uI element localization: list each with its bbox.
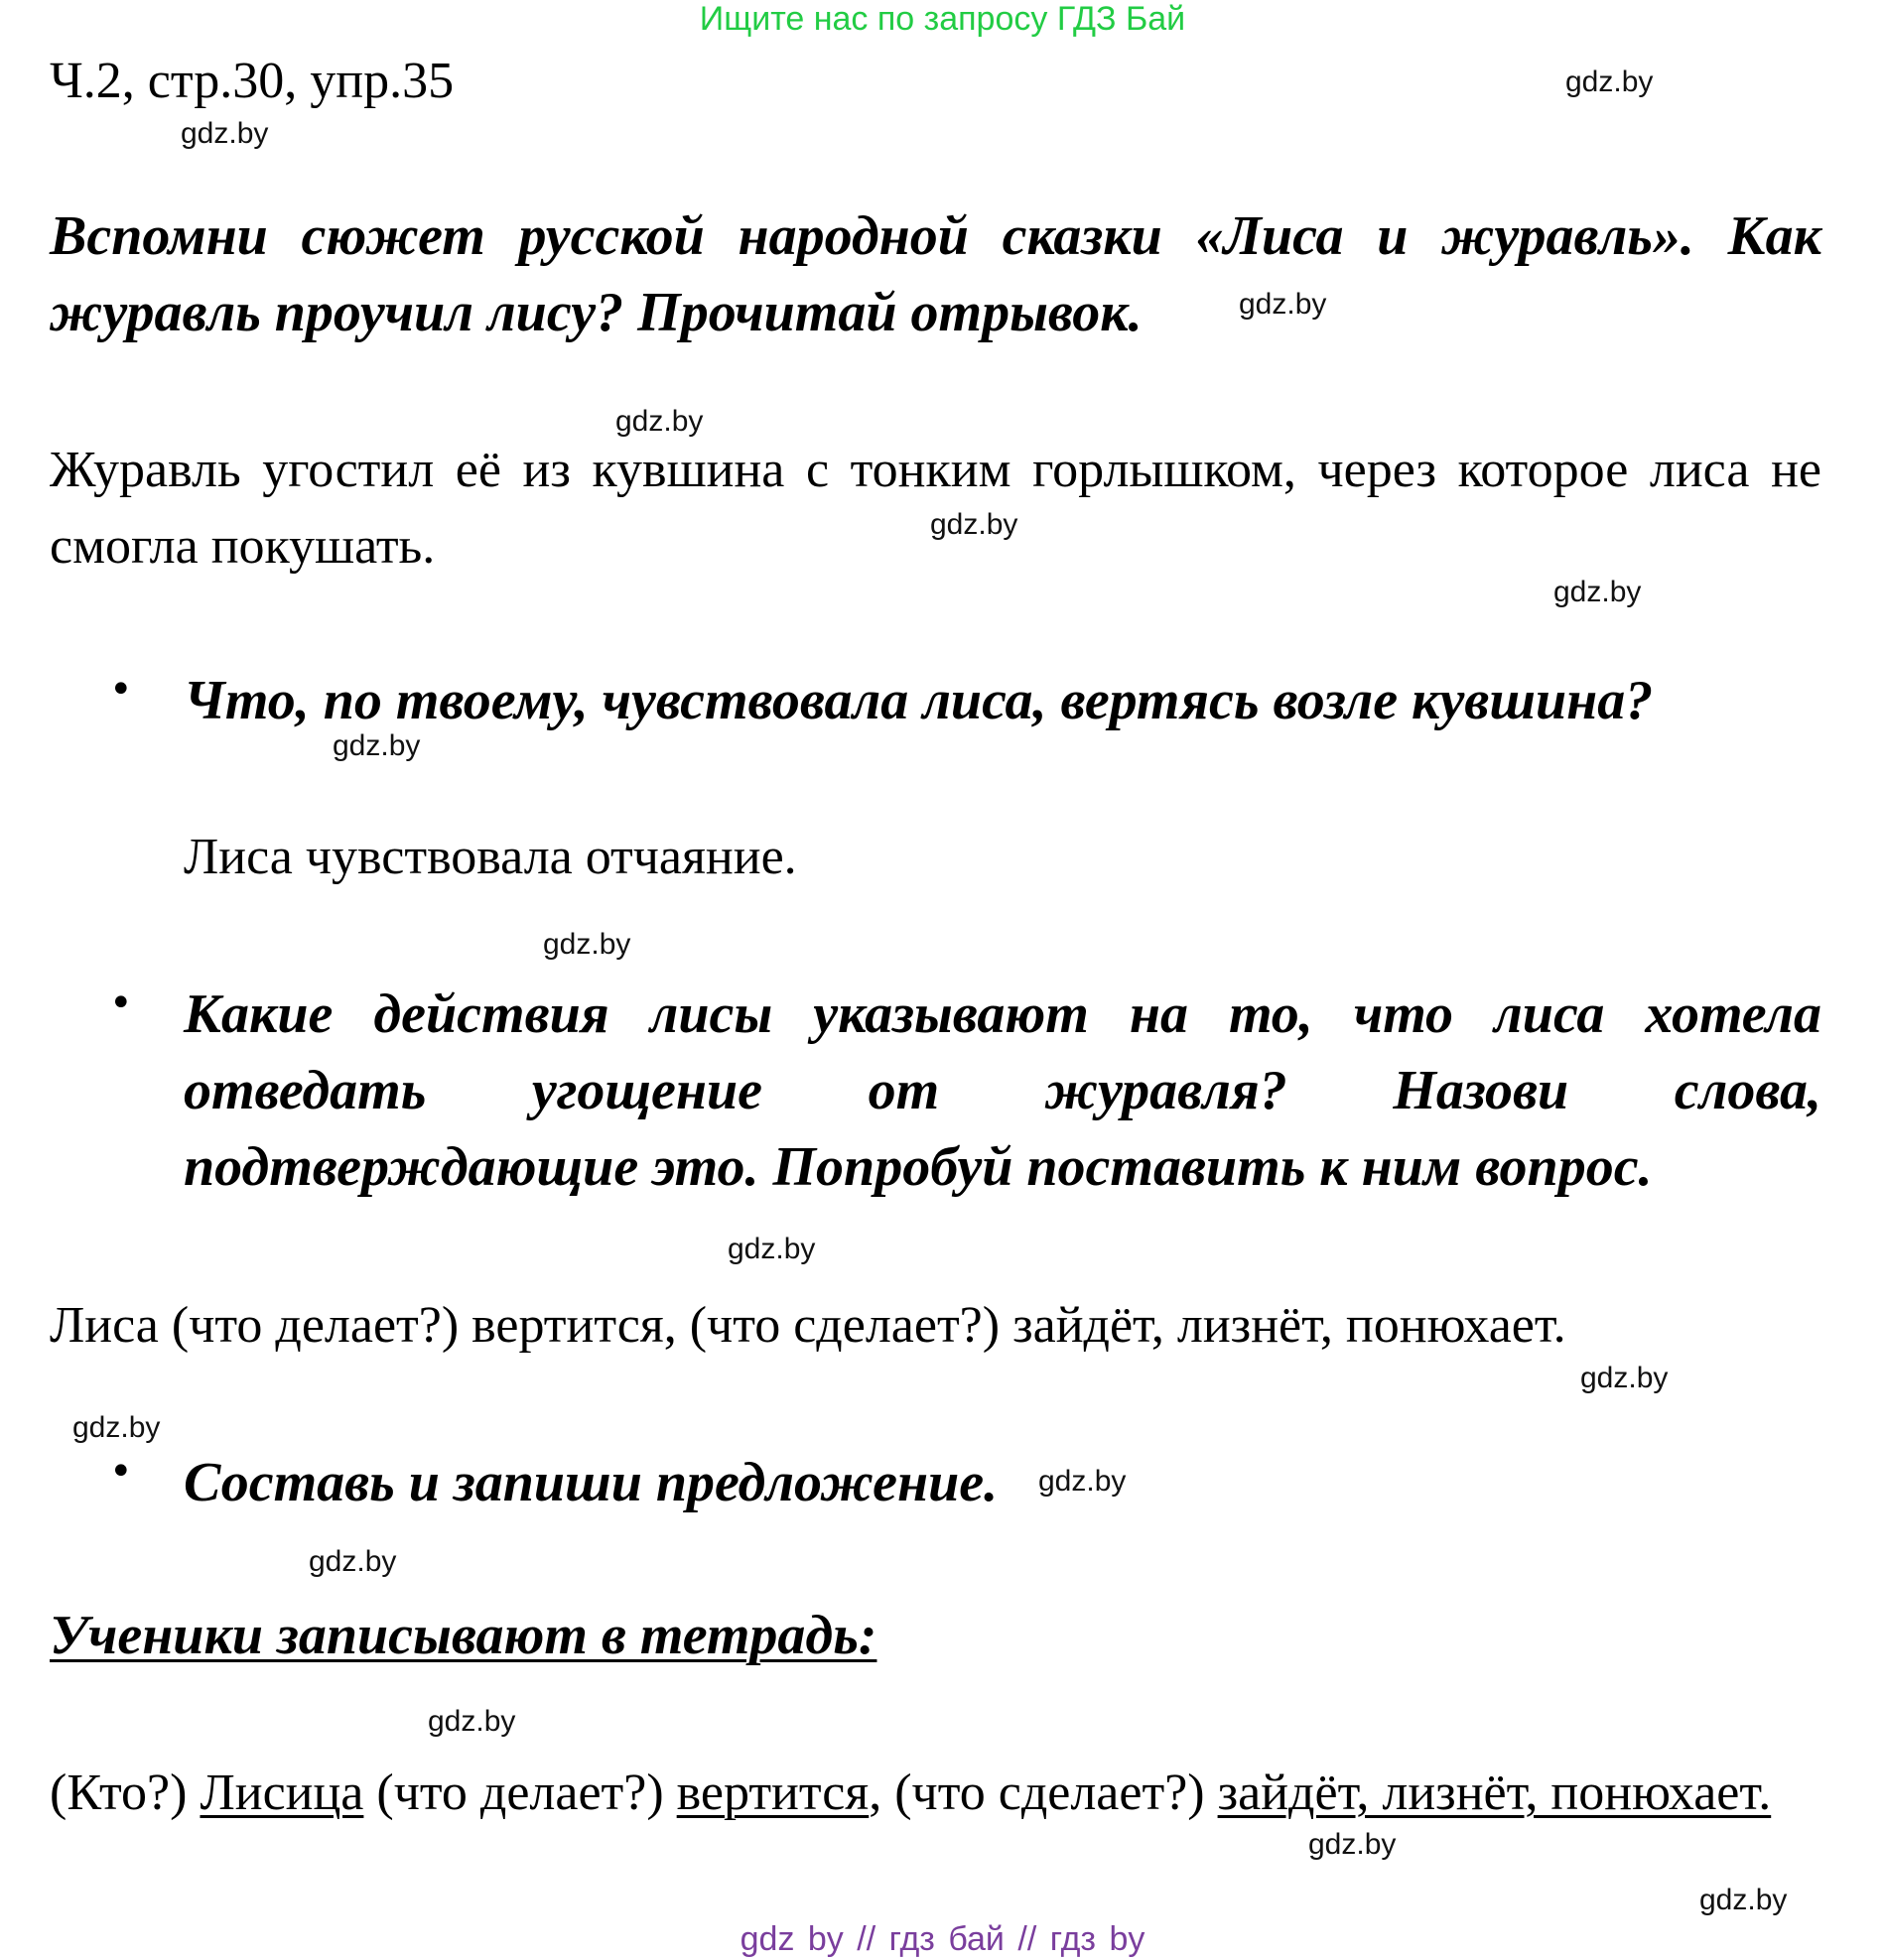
answer-1: Лиса чувствовала отчаяние. — [184, 829, 797, 885]
watermark: gdz.by — [1239, 288, 1327, 321]
question-2: Какие действия лисы указывают на то, что лиса хотела отведать угощение от журавля? Назови слова, подтверждающие это. Попробуй поставить к ним вопрос. — [184, 983, 1821, 1198]
bullet-2: • — [109, 980, 133, 1026]
question-1: Что, по твоему, чувствовала лиса, вертясь возле кувшина? — [184, 670, 1654, 731]
answer-2: Лиса (что делает?) вертится, (что сделает?) зайдёт, лизнёт, понюхает. — [50, 1297, 1566, 1354]
footer-links: gdz by // гдз бай // гдз by — [740, 1920, 1145, 1958]
watermark: gdz.by — [181, 117, 269, 150]
students-heading-text: Ученики записывают в тетрадь: — [50, 1605, 877, 1666]
exercise-heading: Ч.2, стр.30, упр.35 — [50, 53, 455, 109]
question-3: Составь и запиши предложение. — [184, 1452, 999, 1513]
bullet-3: • — [109, 1449, 133, 1495]
answer-part-3: , (что сделает?) — [869, 1764, 1218, 1821]
fairy-tale-excerpt: Журавль угостил её из кувшина с тонким горлышком, через которое лиса не смогла покушать. — [50, 442, 1821, 575]
watermark: gdz.by — [309, 1545, 397, 1578]
watermark: gdz.by — [72, 1411, 161, 1444]
final-answer — [50, 1755, 1821, 1831]
subject-word: Лисица — [200, 1764, 364, 1821]
watermark: gdz.by — [333, 729, 421, 762]
predicate-words-2: зайдёт, лизнёт, понюхает. — [1217, 1764, 1772, 1821]
predicate-word-1: вертится — [676, 1764, 870, 1821]
watermark: gdz.by — [1699, 1884, 1788, 1916]
bullet-1: • — [109, 667, 133, 713]
watermark: gdz.by — [1580, 1362, 1669, 1394]
watermark: gdz.by — [1308, 1828, 1397, 1861]
watermark: gdz.by — [428, 1705, 516, 1738]
task-instruction: Вспомни сюжет русской народной сказки «Лиса и журавль». Как журавль проучил лису? Прочитай отрывок. — [50, 205, 1821, 343]
watermark: gdz.by — [543, 928, 631, 961]
answer-part-1: (Кто?) — [50, 1764, 201, 1821]
watermark: gdz.by — [1565, 65, 1654, 98]
answer-part-2: (что делает?) — [363, 1764, 677, 1821]
search-banner: Ищите нас по запросу ГДЗ Бай — [699, 0, 1186, 38]
watermark: gdz.by — [728, 1233, 816, 1265]
watermark: gdz.by — [615, 405, 704, 438]
watermark: gdz.by — [1038, 1465, 1127, 1498]
watermark: gdz.by — [930, 508, 1018, 541]
watermark: gdz.by — [1553, 576, 1642, 608]
students-heading — [50, 1598, 1241, 1674]
